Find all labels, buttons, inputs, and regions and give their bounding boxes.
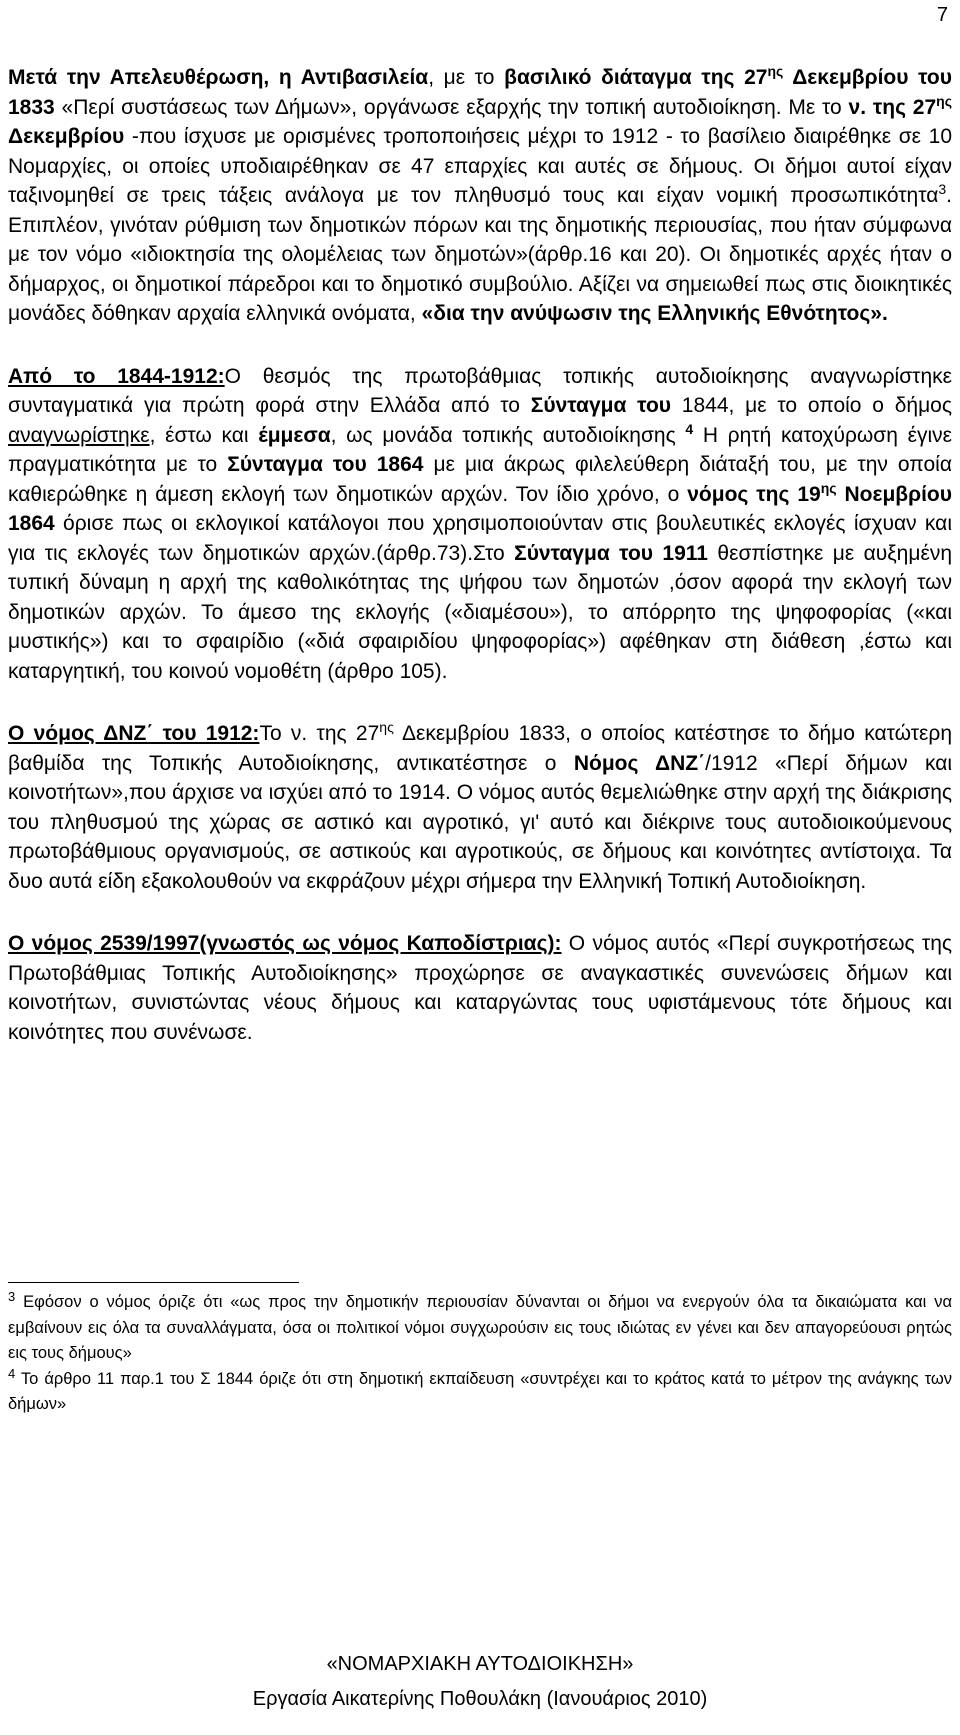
p2-s8: έμμεσα bbox=[258, 423, 331, 447]
p1-s14: (άρθρ.16 και 20). Οι δημοτικές αρχές ήταν ο δήμαρχος, οι δημοτικοί πάρεδροι και το δημοτικό συμβούλιο. Αξίζει να σημειωθεί πως στις διοικητικές μονάδες δόθηκαν αρχαία ελληνικά ονόματα, bbox=[8, 243, 953, 325]
p2-s12: Σύνταγμα του 1864 bbox=[227, 453, 424, 476]
p3-s2: Το ν. της 27 bbox=[259, 722, 380, 745]
paragraph-1844-1912 bbox=[8, 362, 952, 687]
document-body bbox=[8, 63, 952, 1047]
footnotes bbox=[8, 1290, 952, 1418]
p3-s5: Νόμος ΔΝΖ΄ bbox=[573, 751, 706, 775]
p3-s3: ης bbox=[379, 719, 394, 735]
p2-s13: με μια άκρως φιλελεύθερη διάταξή του, με την οποία καθιερώθηκε η άμεση εκλογή των δημοτικών αρχών. Τον ίδιο χρόνο, ο bbox=[8, 453, 952, 506]
p2-s9: , ως μονάδα τοπικής αυτοδιοίκησης bbox=[330, 423, 686, 447]
paragraph-law-dnz-1912 bbox=[8, 719, 952, 896]
p4-heading: Ο νόμος 2539/1997(γνωστός ως νόμος Καποδίστριας): bbox=[8, 932, 562, 955]
p2-s3: Σύνταγμα του bbox=[530, 394, 672, 417]
p4-s2: Ο νόμος αυτός «Περί συγκροτήσεως της Πρωτοβάθμιας Τοπικής Αυτοδιοίκησης» προχώρησε σε αναγκαστικές συνενώσεις δήμων και κοινοτήτων, συνιστώντας νέους δήμους και καταργώντας τους υφιστάμενους τότε δήμους και κοινότητες που συνένωσε. bbox=[8, 932, 952, 1044]
footnote-ref-4: 4 bbox=[685, 420, 694, 437]
footnote-text: Εφόσον ο νόμος όριζε ότι «ως προς την δημοτικήν περιουσίαν δύνανται οι δήμοι να ενεργούν όλα τα δικαιώματα και να εμβαίνουν εις όλα τα συναλλάγματα, όσα οι πολιτικοί νόμοι συγχωρούσιν εις τους ιδιώτας εν γένει και δεν απαγορεύουσι ρητώς εις τους δήμους» bbox=[8, 1293, 952, 1362]
p1-s9: Δεκεμβρίου bbox=[8, 125, 125, 148]
p2-s4: 1844 bbox=[671, 394, 729, 417]
p2-s16: Νοεμβρίου 1864 bbox=[8, 482, 952, 535]
p3-s7: αστικό bbox=[314, 810, 375, 834]
p2-s15: ης bbox=[820, 479, 837, 496]
p1-s5: Δεκεμβρίου του 1833 bbox=[8, 66, 952, 119]
footnote-separator bbox=[8, 1282, 299, 1283]
p1-s7: ν. της 27 bbox=[848, 95, 937, 119]
footnote-ref-3: 3 bbox=[938, 181, 947, 197]
p3-s10: , γι' αυτό και διέκρινε τους αυτοδιοικούμενους πρωτοβάθμιους οργανισμούς, σε αστικούς και αγροτικούς, σε δήμους και κοινότητες αντίστοιχα. Τα δυο αυτά είδη εξακολουθούν να εκφράζουν μέχρι σήμερα την Ελληνική Τοπική Αυτοδιοίκηση. bbox=[8, 810, 953, 893]
p2-s11: Η ρητή κατοχύρωση έγινε πραγματικότητα με το bbox=[8, 423, 952, 476]
p1-s15: «δια την ανύψωσιν της Ελληνικής Εθνότητος». bbox=[421, 302, 888, 325]
p1-s8: ης bbox=[936, 92, 952, 109]
footnote-number: 3 bbox=[8, 1289, 16, 1304]
paragraph-regency-decree bbox=[8, 63, 952, 329]
p3-s8: και bbox=[374, 810, 423, 834]
p3-heading: Ο νόμος ΔΝΖ΄ του 1912: bbox=[8, 722, 260, 745]
p2-s2: Ο θεσμός της πρωτοβάθμιας τοπικής αυτοδιοίκησης αναγνωρίστηκε συνταγματικά για πρώτη φορά στην Ελλάδα από το bbox=[8, 364, 952, 417]
p2-heading: Από το 1844-1912: bbox=[8, 364, 225, 388]
p2-s7: , έστω και bbox=[149, 423, 259, 447]
page-number: 7 bbox=[936, 4, 948, 26]
p2-s19: θεσπίστηκε με αυξημένη τυπική δύναμη η αρχή της καθολικότητας της ψήφου των δημοτών ,όσον αφορά την εκλογή των δημοτικών αρχών. Το άμεσο της εκλογής («διαμέσου»), το απόρρητο της ψηφοφορίας («και μυστικής») και το σφαιρίδιο («διά σφαιριδίου ψηφοφορίας») αφέθηκαν στη διάθεση ,έστω και καταργητική, του κοινού νομοθέτη (άρθρο 105). bbox=[8, 541, 952, 683]
p1-s10: -που ίσχυσε με ορισμένες τροποποιήσεις μέχρι το 1912 - το βασίλειο διαιρέθηκε σε 10 Νομαρχίες, οι οποίες υποδιαιρέθηκαν σε 47 επαρχίες και αυτές σε δήμους. Οι δήμοι αυτοί είχαν ταξινομηθεί σε τρεις τάξεις ανάλογα με τον πληθυσμό τους και είχαν νομική προσωπικότητα bbox=[8, 125, 952, 207]
paragraph-law-2539-1997 bbox=[8, 929, 952, 1047]
p1-s13: «ιδιοκτησία της ολομέλειας των δημοτών» bbox=[130, 243, 528, 266]
p3-s4: Δεκεμβρίου 1833, ο οποίος κατέστησε το δήμο κατώτερη βαθμίδα της Τοπικής Αυτοδιοίκησης, αντικατέστησε ο bbox=[8, 722, 953, 775]
footnote-number: 4 bbox=[8, 1365, 16, 1381]
p1-s3: βασιλικό διάταγμα της 27 bbox=[504, 66, 768, 89]
p1-s1: Μετά την Απελευθέρωση, η Αντιβασιλεία bbox=[8, 66, 429, 89]
p3-s9: αγροτικό bbox=[422, 810, 504, 834]
p1-s2: , με το bbox=[428, 66, 505, 89]
p2-s18: Σύνταγμα του 1911 bbox=[514, 541, 708, 565]
p2-s6: αναγνωρίστηκε bbox=[8, 423, 150, 447]
p1-s4: ης bbox=[767, 63, 784, 79]
footnote-3 bbox=[8, 1290, 952, 1367]
p1-s6: «Περί συστάσεως των Δήμων», οργάνωσε εξαρχής την τοπική αυτοδιοίκηση. Με το bbox=[54, 95, 849, 119]
p2-s17: όρισε πως οι εκλογικοί κατάλογοι που χρησιμοποιούνταν στις βουλευτικές εκλογές ίσχυαν και για τις εκλογές των δημοτικών αρχών.(άρθρ.73).Στο bbox=[8, 512, 952, 565]
p2-s5: , με το οποίο ο δήμος bbox=[728, 394, 952, 417]
p1-s12: . Επιπλέον, γινόταν ρύθμιση των δημοτικών πόρων και της δημοτικής περιουσίας, που ήταν σύμφωνα με τον νόμο bbox=[8, 184, 952, 266]
p3-s6: /1912 «Περί δήμων και κοινοτήτων»,που άρχισε να ισχύει από το 1914. Ο νόμος αυτός θεμελιώθηκε στην αρχή της διάκρισης του πληθυσμού της χώρας σε bbox=[8, 751, 952, 834]
footer-author: Εργασία Αικατερίνης Ποθουλάκη (Ιανουάριος 2010) bbox=[252, 1688, 708, 1710]
footer-title: «ΝΟΜΑΡΧΙΑΚΗ ΑΥΤΟΔΙΟΙΚΗΣΗ» bbox=[326, 1653, 634, 1675]
p2-s14: νόμος της 19 bbox=[687, 482, 821, 506]
footnote-text: Το άρθρο 11 παρ.1 του Σ 1844 όριζε ότι στη δημοτική εκπαίδευση «συντρέχει και το κράτος κατά το μέτρον της ανάγκης των δήμων» bbox=[8, 1369, 952, 1413]
footnote-4 bbox=[8, 1367, 952, 1418]
